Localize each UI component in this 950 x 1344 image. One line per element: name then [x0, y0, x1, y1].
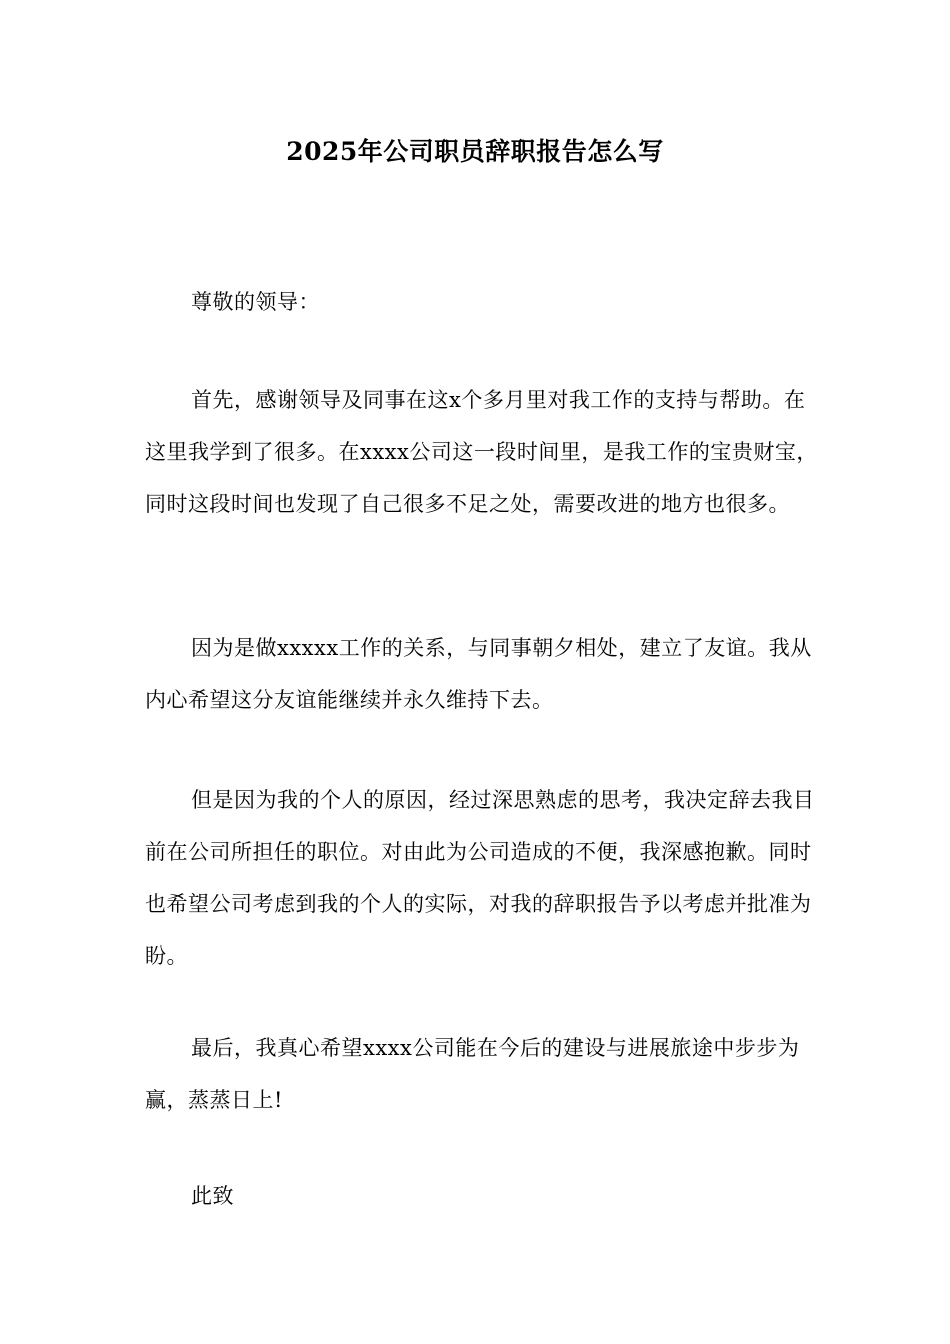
document-title: 2025年公司职员辞职报告怎么写 [286, 137, 664, 166]
paragraph-resignation: 但是因为我的个人的原因，经过深思熟虑的思考，我决定辞去我目前在公司所担任的职位。对由此为公司造成的不便，我深感抱歉。同时也希望公司考虑到我的个人的实际，对我的辞职报告予以考虑并批准为盼。 [145, 788, 815, 968]
paragraph-thanks: 首先，感谢领导及同事在这x个多月里对我工作的支持与帮助。在这里我学到了很多。在xxxx公司这一段时间里，是我工作的宝贵财宝，同时这段时间也发现了自己很多不足之处，需要改进的地方也很多。 [145, 388, 818, 516]
closing-line: 此致 [191, 1184, 234, 1208]
greeting-line: 尊敬的领导： [191, 290, 320, 314]
paragraph-friendship: 因为是做xxxxx工作的关系，与同事朝夕相处，建立了友谊。我从内心希望这分友谊能继续并永久维持下去。 [145, 636, 812, 712]
paragraph-wishes: 最后，我真心希望xxxx公司能在今后的建设与进展旅途中步步为赢，蒸蒸日上! [145, 1036, 800, 1112]
